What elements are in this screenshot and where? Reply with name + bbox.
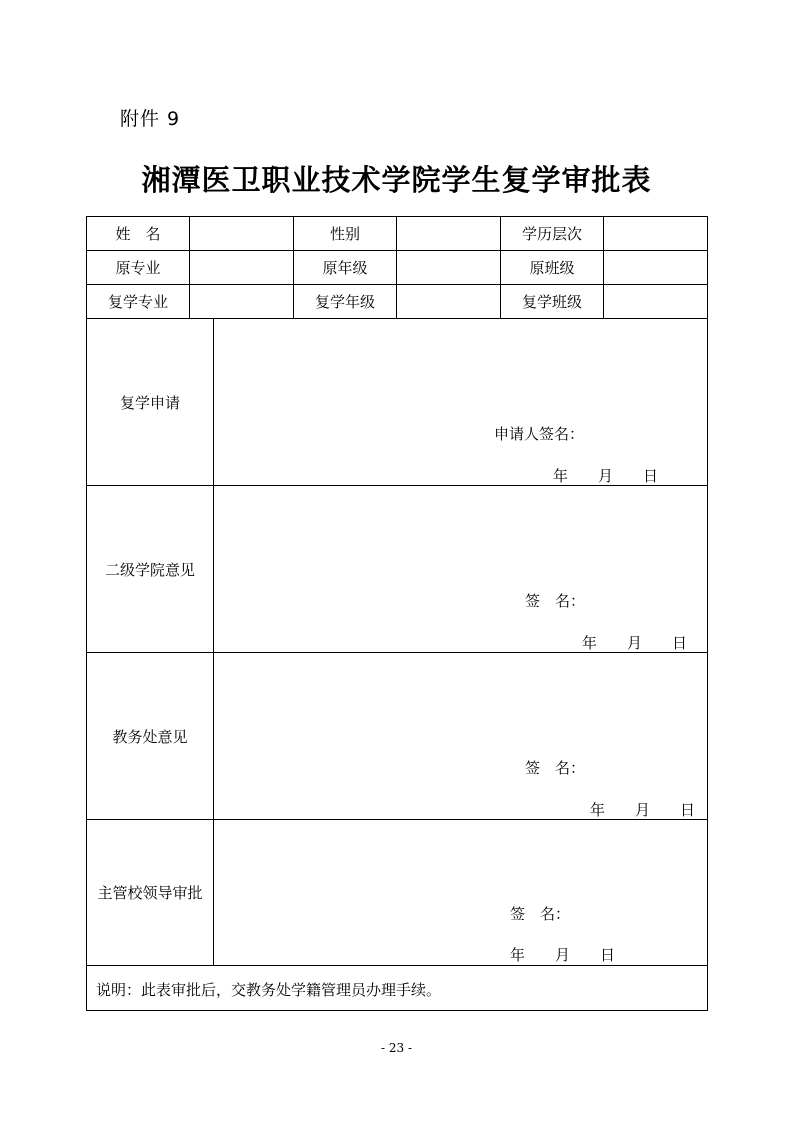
resume-major-field[interactable] bbox=[189, 284, 294, 319]
name-field[interactable] bbox=[189, 216, 294, 251]
college-signature-label: 签 名： bbox=[525, 592, 586, 610]
original-major-label: 原专业 bbox=[86, 250, 190, 285]
gender-field[interactable] bbox=[396, 216, 501, 251]
application-content-area[interactable] bbox=[213, 318, 708, 486]
application-date-label: 年 月 日 bbox=[553, 467, 659, 485]
form-title: 湘潭医卫职业技术学院学生复学审批表 bbox=[141, 163, 652, 197]
leader-signature-label: 签 名： bbox=[510, 905, 571, 923]
original-major-field[interactable] bbox=[189, 250, 294, 285]
college-opinion-content-area[interactable] bbox=[213, 485, 708, 653]
leader-approval-content-area[interactable] bbox=[213, 819, 708, 966]
leader-approval-section-label: 主管校领导审批 bbox=[86, 819, 214, 966]
education-level-field[interactable] bbox=[603, 216, 708, 251]
name-label: 姓 名 bbox=[86, 216, 190, 251]
academic-affairs-date-label: 年 月 日 bbox=[590, 801, 696, 819]
original-class-field[interactable] bbox=[603, 250, 708, 285]
original-class-label: 原班级 bbox=[500, 250, 604, 285]
education-level-label: 学历层次 bbox=[500, 216, 604, 251]
resume-major-label: 复学专业 bbox=[86, 284, 190, 319]
original-grade-field[interactable] bbox=[396, 250, 501, 285]
academic-affairs-content-area[interactable] bbox=[213, 652, 708, 820]
attachment-label: 附件 9 bbox=[120, 108, 181, 130]
academic-affairs-signature-label: 签 名： bbox=[525, 759, 586, 777]
application-section-label: 复学申请 bbox=[86, 318, 214, 486]
college-date-label: 年 月 日 bbox=[582, 634, 688, 652]
page-number: - 23 - bbox=[380, 1041, 412, 1055]
original-grade-label: 原年级 bbox=[293, 250, 397, 285]
application-signature-label: 申请人签名： bbox=[494, 425, 585, 443]
resume-grade-label: 复学年级 bbox=[293, 284, 397, 319]
leader-date-label: 年 月 日 bbox=[510, 946, 616, 964]
resume-class-label: 复学班级 bbox=[500, 284, 604, 319]
gender-label: 性别 bbox=[293, 216, 397, 251]
resume-class-field[interactable] bbox=[603, 284, 708, 319]
academic-affairs-section-label: 教务处意见 bbox=[86, 652, 214, 820]
note-text: 说明：此表审批后，交教务处学籍管理员办理手续。 bbox=[96, 981, 442, 999]
college-opinion-section-label: 二级学院意见 bbox=[86, 485, 214, 653]
resume-grade-field[interactable] bbox=[396, 284, 501, 319]
